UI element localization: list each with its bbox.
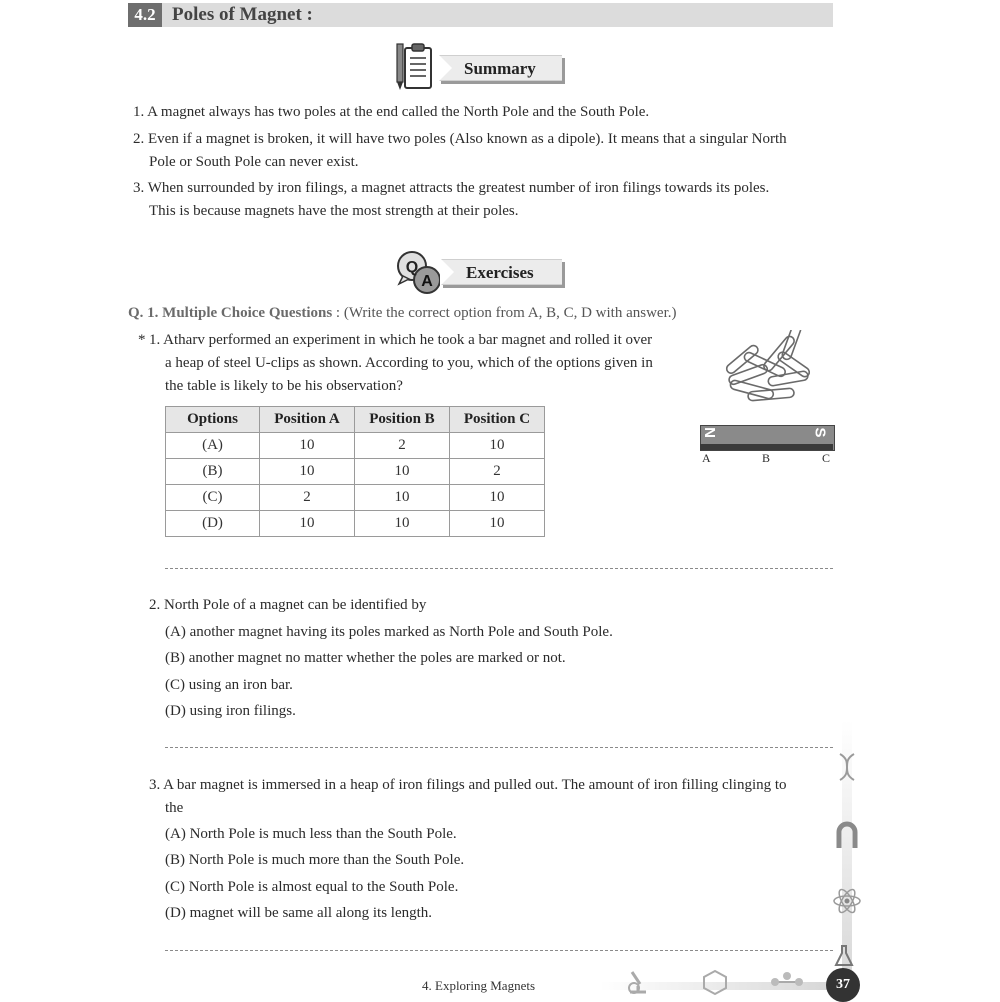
summary-point-2: 2. Even if a magnet is broken, it will have two poles (Also known as a dipole). It means that a singular North bbox=[133, 131, 787, 147]
table-cell: 10 bbox=[260, 459, 355, 485]
mcq-heading bbox=[128, 305, 677, 322]
q1-line-2: a heap of steel U-clips as shown. According to you, which of the options given in bbox=[165, 355, 653, 371]
table-cell: (B) bbox=[166, 459, 260, 485]
tag-notch bbox=[440, 258, 454, 286]
q3-option-c: (C) North Pole is almost equal to the South Pole. bbox=[165, 879, 459, 895]
q3-stem-cont: the bbox=[165, 800, 184, 816]
summary-point-3-cont: This is because magnets have the most strength at their poles. bbox=[149, 203, 519, 219]
summary-tag bbox=[438, 54, 562, 84]
exercises-tag bbox=[440, 258, 562, 288]
paper-clips-illustration bbox=[718, 330, 818, 412]
tag-notch bbox=[438, 54, 452, 82]
q3-option-b: (B) North Pole is much more than the South Pole. bbox=[165, 852, 465, 868]
position-b-label: B bbox=[762, 451, 771, 465]
q3-option-a: (A) North Pole is much less than the South Pole. bbox=[165, 826, 457, 842]
summary-point-2-cont: Pole or South Pole can never exist. bbox=[149, 154, 359, 170]
q1-star: * bbox=[138, 332, 146, 348]
q2-option-c: (C) using an iron bar. bbox=[165, 677, 293, 693]
table-row bbox=[166, 459, 545, 485]
table-cell: 10 bbox=[260, 433, 355, 459]
answer-line-q3 bbox=[165, 950, 833, 951]
flask-icon bbox=[832, 944, 856, 968]
clipboard-pen-icon bbox=[395, 40, 437, 94]
horseshoe-magnet-icon bbox=[834, 818, 860, 854]
table-cell: 10 bbox=[354, 485, 449, 511]
table-header: Options bbox=[166, 407, 260, 433]
answer-line-q2 bbox=[165, 747, 833, 748]
position-a-label: A bbox=[702, 451, 711, 465]
q2-stem: 2. North Pole of a magnet can be identified by bbox=[149, 597, 427, 613]
q3-option-d: (D) magnet will be same all along its length. bbox=[165, 905, 433, 921]
table-row bbox=[166, 485, 545, 511]
q2-option-d: (D) using iron filings. bbox=[165, 703, 296, 719]
mcq-heading-instructions: : (Write the correct option from A, B, C, D with answer.) bbox=[332, 305, 677, 321]
table-cell: 10 bbox=[449, 433, 544, 459]
q2-option-b: (B) another magnet no matter whether the poles are marked or not. bbox=[165, 650, 566, 666]
microscope-icon bbox=[620, 966, 650, 996]
molecule-chain-icon bbox=[770, 970, 804, 994]
footer-chapter: 4. Exploring Magnets bbox=[422, 978, 536, 993]
table-cell: 10 bbox=[260, 511, 355, 537]
magnet-north-label: N bbox=[700, 427, 718, 438]
summary-point-1: 1. A magnet always has two poles at the end called the North Pole and the South Pole. bbox=[133, 104, 650, 120]
q1-line-1: 1. Atharv performed an experiment in which he took a bar magnet and rolled it over bbox=[149, 332, 653, 348]
position-c-label: C bbox=[822, 451, 831, 465]
table-header: Position C bbox=[449, 407, 544, 433]
table-cell: 2 bbox=[260, 485, 355, 511]
qa-q-letter: Q bbox=[405, 259, 419, 276]
table-row bbox=[166, 433, 545, 459]
table-row bbox=[166, 511, 545, 537]
table-cell: 10 bbox=[449, 485, 544, 511]
page-number: 37 bbox=[826, 968, 860, 1002]
summary-label: Summary bbox=[438, 55, 562, 81]
q3-stem: 3. A bar magnet is immersed in a heap of iron filings and pulled out. The amount of iron filling clinging to bbox=[149, 777, 787, 793]
table-cell: (D) bbox=[166, 511, 260, 537]
answer-line-q1 bbox=[165, 568, 833, 569]
table-cell: 2 bbox=[354, 433, 449, 459]
table-header-row bbox=[166, 407, 545, 433]
mcq-heading-bold: Q. 1. Multiple Choice Questions bbox=[128, 305, 333, 321]
section-title: Poles of Magnet : bbox=[172, 4, 313, 25]
molecule-hexagon-icon bbox=[700, 968, 730, 996]
options-table bbox=[165, 406, 545, 537]
exercises-label: Exercises bbox=[440, 259, 562, 285]
table-cell: 10 bbox=[449, 511, 544, 537]
bar-magnet-shadow bbox=[700, 444, 833, 450]
magnet-south-label: S bbox=[811, 427, 829, 438]
table-cell: (C) bbox=[166, 485, 260, 511]
table-cell: (A) bbox=[166, 433, 260, 459]
table-header: Position B bbox=[354, 407, 449, 433]
table-header: Position A bbox=[260, 407, 355, 433]
qa-bubbles-icon bbox=[395, 248, 443, 298]
table-cell: 10 bbox=[354, 511, 449, 537]
q2-option-a: (A) another magnet having its poles marked as North Pole and South Pole. bbox=[165, 624, 613, 640]
section-number: 4.2 bbox=[128, 3, 162, 27]
atom-icon bbox=[832, 886, 862, 916]
summary-point-3: 3. When surrounded by iron filings, a magnet attracts the greatest number of iron filings towards its poles. bbox=[133, 180, 770, 196]
table-cell: 2 bbox=[449, 459, 544, 485]
dna-icon bbox=[834, 752, 860, 782]
q1-line-3: the table is likely to be his observation? bbox=[165, 378, 403, 394]
qa-a-letter: A bbox=[421, 273, 433, 290]
table-cell: 10 bbox=[354, 459, 449, 485]
